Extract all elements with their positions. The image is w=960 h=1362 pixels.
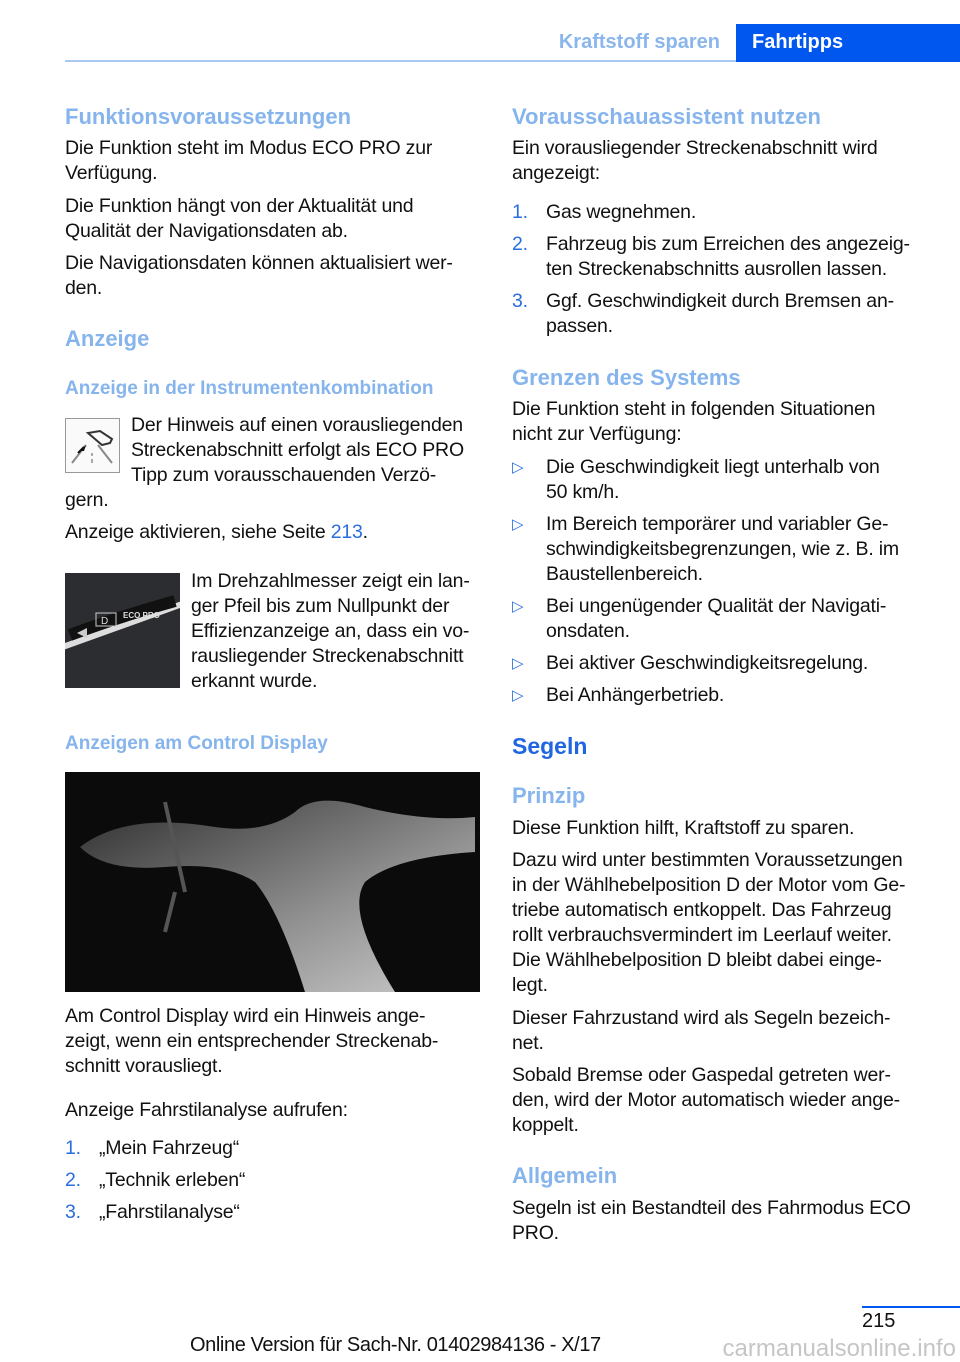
step-number: 3. [512, 290, 528, 312]
page-number: 215 [862, 1310, 896, 1332]
icon-description-end: gern. [65, 489, 109, 511]
list-item [512, 683, 960, 708]
version-footer: Online Version für Sach-Nr. 01402984136 - X/17 [190, 1334, 601, 1356]
triangle-bullet-icon: ▷ [512, 655, 524, 672]
heading-vorausschauassistent: Vorausschauassistent nutzen [512, 104, 821, 129]
footer-rule [862, 1306, 960, 1308]
watermark: carmanualsonline.info [722, 1335, 956, 1362]
paragraph: Die Funktion hängt von der Aktualität und Qualität der Navigationsdaten ab. [65, 195, 414, 242]
list-item [65, 1136, 480, 1161]
step-text: Ggf. Geschwindigkeit durch Bremsen an- passen. [546, 290, 894, 337]
paragraph: Die Funktion steht in folgenden Situationen nicht zur Verfügung: [512, 398, 876, 445]
bullet-text: Bei ungenügender Qualität der Navigati- onsdaten. [546, 595, 887, 642]
heading-funktionsvoraussetzungen: Funktionsvoraussetzungen [65, 104, 352, 129]
step-text: „Fahrstilanalyse“ [99, 1201, 240, 1223]
list-item [65, 1200, 480, 1225]
list-item [512, 232, 960, 282]
tachometer-image [65, 573, 180, 688]
paragraph: Die Navigationsdaten können aktualisiert wer- den. [65, 252, 453, 299]
paragraph: Ein vorausliegender Streckenabschnitt wird angezeigt: [512, 137, 878, 184]
list-item [512, 289, 960, 339]
step-number: 1. [65, 1137, 81, 1159]
activate-text: Anzeige aktivieren, siehe Seite [65, 521, 331, 543]
header [0, 0, 960, 64]
step-text: „Technik erleben“ [99, 1169, 246, 1191]
section-title: Kraftstoff sparen [558, 31, 720, 53]
chapter-title: Fahrtipps [752, 31, 844, 53]
page-link[interactable]: 213 [330, 521, 363, 543]
list-item [512, 651, 960, 676]
tachometer-description: Im Drehzahlmesser zeigt ein lan- ger Pfeil bis zum Nullpunkt der Effizienzanzeige an, dass ein vo- rausliegender Streckenabschnitt erkannt wurde. [191, 570, 470, 692]
paragraph: Sobald Bremse oder Gaspedal getreten wer- den, wird der Motor automatisch wieder ange- koppelt. [512, 1064, 900, 1136]
icon-description: Der Hinweis auf einen vorausliegenden Streckenabschnitt erfolgt als ECO PRO Tipp zum vorausschauenden Verzö- [131, 414, 464, 486]
list-item [512, 200, 960, 225]
triangle-bullet-icon: ▷ [512, 687, 524, 704]
activate-reference [65, 520, 368, 545]
heading-allgemein: Allgemein [512, 1163, 618, 1188]
heading-anzeige: Anzeige [65, 326, 150, 351]
menu-steps-list [65, 1136, 480, 1225]
step-number: 1. [512, 201, 528, 223]
bullet-text: Bei Anhängerbetrieb. [546, 684, 725, 706]
control-display-description: Am Control Display wird ein Hinweis ange- zeigt, wenn ein entsprechender Streckenab- schnitt vorausliegt. [65, 1005, 439, 1077]
bullet-text: Die Geschwindigkeit liegt unterhalb von 50 km/h. [546, 456, 880, 503]
step-text: Gas wegnehmen. [546, 201, 697, 223]
svg-text:ECO PRO: ECO PRO [123, 611, 160, 620]
triangle-bullet-icon: ▷ [512, 516, 524, 533]
limits-list [512, 455, 960, 708]
control-display-image [65, 772, 480, 992]
paragraph: Diese Funktion hilft, Kraftstoff zu sparen. [512, 817, 855, 839]
bullet-text: Im Bereich temporärer und variabler Ge- schwindigkeitsbegrenzungen, wie z. B. im Baustellenbereich. [546, 513, 899, 585]
assistant-steps-list [512, 200, 960, 339]
heading-control-display: Anzeigen am Control Display [65, 733, 328, 754]
step-number: 2. [512, 233, 528, 255]
paragraph: Die Funktion steht im Modus ECO PRO zur Verfügung. [65, 137, 433, 184]
paragraph: Dieser Fahrzustand wird als Segeln bezeich- net. [512, 1007, 891, 1054]
step-text: Fahrzeug bis zum Erreichen des angezeig- ten Streckenabschnitts ausrollen lassen. [546, 233, 910, 280]
period: . [362, 521, 368, 543]
list-item [512, 512, 960, 587]
heading-instrumentenkombination: Anzeige in der Instrumentenkombination [65, 378, 434, 399]
bullet-text: Bei aktiver Geschwindigkeitsregelung. [546, 652, 869, 674]
heading-prinzip: Prinzip [512, 783, 586, 808]
step-text: „Mein Fahrzeug“ [99, 1137, 240, 1159]
call-instruction: Anzeige Fahrstilanalyse aufrufen: [65, 1099, 348, 1121]
chapter-tab [736, 24, 960, 62]
list-item [512, 455, 960, 505]
paragraph: Segeln ist ein Bestandteil des Fahrmodus ECO PRO. [512, 1197, 911, 1244]
list-item [512, 594, 960, 644]
svg-text:D: D [101, 616, 109, 627]
paragraph: Dazu wird unter bestimmten Voraussetzungen in der Wählhebelposition D der Motor vom Ge- triebe automatisch entkoppelt. Das Fahrzeug rollt verbrauchsvermindert im Leerlauf weiter. Die Wählhebelposition D bleibt dabei einge- legt. [512, 849, 906, 996]
step-number: 2. [65, 1169, 81, 1191]
heading-grenzen: Grenzen des Systems [512, 365, 741, 390]
triangle-bullet-icon: ▷ [512, 598, 524, 615]
eco-pro-tip-icon [65, 418, 120, 473]
list-item [65, 1168, 480, 1193]
heading-segeln: Segeln [512, 733, 588, 759]
step-number: 3. [65, 1201, 81, 1223]
triangle-bullet-icon: ▷ [512, 459, 524, 476]
